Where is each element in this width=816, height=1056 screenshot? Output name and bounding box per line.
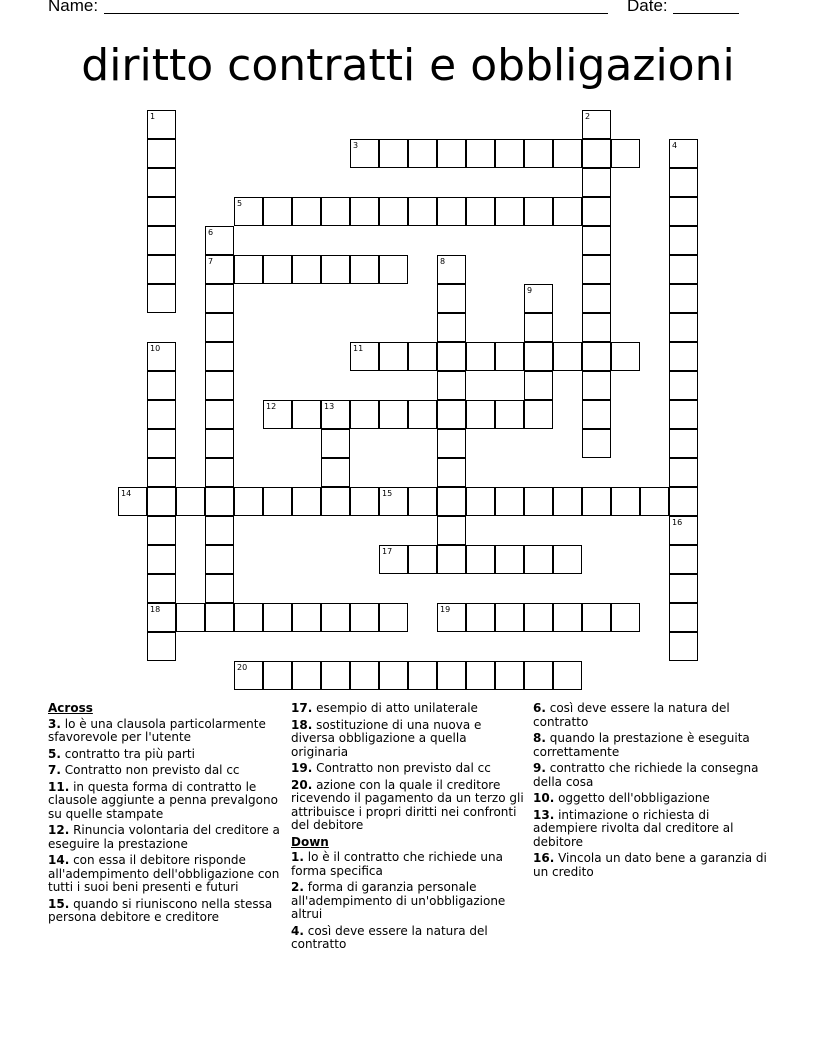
grid-cell[interactable] (582, 487, 611, 516)
grid-cell[interactable] (524, 197, 553, 226)
clue-item (533, 852, 769, 879)
grid-cell[interactable] (611, 139, 640, 168)
grid-cell[interactable] (466, 661, 495, 690)
grid-cell[interactable] (437, 284, 466, 313)
grid-cell[interactable] (263, 487, 292, 516)
clue-number: 4 (672, 141, 678, 150)
across-heading: Across (48, 701, 93, 715)
clue-item-number: 8. (533, 731, 546, 745)
grid-cell[interactable] (582, 371, 611, 400)
grid-cell[interactable] (147, 400, 176, 429)
grid-cell[interactable] (408, 139, 437, 168)
grid-cell[interactable] (437, 371, 466, 400)
clue-item-text: in questa forma di contratto le clausole aggiunte a penna prevalgono su quelle stampate (48, 779, 278, 821)
clue-number: 19 (440, 605, 451, 614)
grid-cell[interactable] (669, 139, 698, 168)
grid-cell[interactable] (147, 197, 176, 226)
clue-item-text: contratto che richiede la consegna della cosa (533, 761, 759, 789)
grid-cell[interactable] (466, 487, 495, 516)
clue-item (48, 898, 284, 925)
grid-cell[interactable] (553, 545, 582, 574)
clue-item (533, 702, 769, 729)
grid-cell[interactable] (205, 400, 234, 429)
grid-cell[interactable] (350, 255, 379, 284)
grid-cell[interactable] (176, 603, 205, 632)
grid-cell[interactable] (495, 661, 524, 690)
grid-cell[interactable] (495, 139, 524, 168)
grid-cell[interactable] (408, 487, 437, 516)
clue-number: 2 (585, 112, 591, 121)
clue-item (533, 792, 769, 806)
grid-cell[interactable] (437, 661, 466, 690)
down-heading: Down (291, 834, 329, 849)
clue-item (291, 762, 527, 776)
clue-item (291, 851, 527, 878)
grid-cell[interactable] (292, 197, 321, 226)
grid-cell[interactable] (553, 139, 582, 168)
grid-cell[interactable] (147, 139, 176, 168)
clue-item-text: azione con la quale il creditore ricevendo il pagamento da un terzo gli attribuisce i propri diritti nei confronti del debitore (291, 777, 524, 832)
grid-cell[interactable] (437, 458, 466, 487)
clue-number: 1 (150, 112, 156, 121)
grid-cell[interactable] (582, 400, 611, 429)
grid-cell[interactable] (234, 661, 263, 690)
clue-number: 12 (266, 402, 277, 411)
page-title: diritto contratti e obbligazioni (81, 40, 735, 91)
grid-cell[interactable] (611, 487, 640, 516)
clue-number: 9 (527, 286, 533, 295)
clue-item (48, 764, 284, 778)
grid-cell[interactable] (466, 139, 495, 168)
grid-cell[interactable] (669, 197, 698, 226)
clue-item-text: esempio di atto unilaterale (312, 701, 478, 715)
grid-cell[interactable] (495, 603, 524, 632)
clue-item-text: così deve essere la natura del contratto (291, 923, 488, 951)
clue-item-text: quando la prestazione è eseguita correttamente (533, 731, 750, 759)
grid-cell[interactable] (524, 284, 553, 313)
clue-item-text: Contratto non previsto dal cc (312, 761, 491, 775)
clue-number: 11 (353, 344, 364, 353)
clue-number: 15 (382, 489, 393, 498)
grid-cell[interactable] (437, 516, 466, 545)
down-clue-list (291, 851, 527, 952)
clue-item-number: 2. (291, 880, 304, 894)
grid-cell[interactable] (524, 545, 553, 574)
clue-item-number: 6. (533, 701, 546, 715)
grid-cell[interactable] (350, 400, 379, 429)
grid-cell[interactable] (669, 371, 698, 400)
clue-item-number: 20. (291, 777, 313, 792)
grid-cell[interactable] (263, 255, 292, 284)
grid-cell[interactable] (582, 255, 611, 284)
grid-cell[interactable] (205, 313, 234, 342)
grid-cell[interactable] (263, 197, 292, 226)
grid-cell[interactable] (437, 603, 466, 632)
clues-column-2 (291, 702, 527, 955)
grid-cell[interactable] (292, 255, 321, 284)
grid-cell[interactable] (379, 487, 408, 516)
grid-cell[interactable] (147, 487, 176, 516)
grid-cell[interactable] (118, 487, 147, 516)
clue-item-number: 11. (48, 779, 70, 794)
clue-item-text: così deve essere la natura del contratto (533, 701, 730, 729)
clue-number: 6 (208, 228, 214, 237)
clue-item (291, 925, 527, 952)
clue-item-number: 5. (48, 746, 61, 761)
grid-cell[interactable] (321, 400, 350, 429)
clue-number: 18 (150, 605, 161, 614)
clue-item-number: 10. (533, 791, 555, 805)
grid-cell[interactable] (205, 284, 234, 313)
clue-item (48, 824, 284, 851)
grid-cell[interactable] (379, 197, 408, 226)
grid-cell[interactable] (466, 400, 495, 429)
clue-item-number: 9. (533, 761, 546, 775)
clue-item-number: 18. (291, 717, 313, 732)
grid-cell[interactable] (437, 197, 466, 226)
clue-number: 3 (353, 141, 359, 150)
grid-cell[interactable] (205, 429, 234, 458)
grid-cell[interactable] (321, 487, 350, 516)
grid-cell[interactable] (205, 516, 234, 545)
grid-cell[interactable] (321, 661, 350, 690)
clue-item-text: con essa il debitore risponde all'adempimento dell'obbligazione con tutti i suoi beni presenti e futuri (48, 853, 280, 894)
grid-cell[interactable] (408, 342, 437, 371)
grid-cell[interactable] (553, 603, 582, 632)
clue-number: 17 (382, 547, 393, 556)
grid-cell[interactable] (553, 661, 582, 690)
clue-item (291, 779, 527, 833)
clue-number: 14 (121, 489, 132, 498)
grid-cell[interactable] (350, 139, 379, 168)
grid-cell[interactable] (495, 197, 524, 226)
clue-number: 16 (672, 518, 683, 527)
date-label: Date: (627, 0, 668, 15)
grid-cell[interactable] (669, 255, 698, 284)
grid-cell[interactable] (350, 487, 379, 516)
grid-cell[interactable] (147, 632, 176, 661)
grid-cell[interactable] (321, 255, 350, 284)
clue-item-number: 19. (291, 761, 313, 775)
grid-cell[interactable] (466, 197, 495, 226)
grid-cell[interactable] (147, 226, 176, 255)
clue-item-number: 16. (533, 851, 555, 865)
grid-cell[interactable] (437, 313, 466, 342)
grid-cell[interactable] (205, 458, 234, 487)
clue-number: 5 (237, 199, 243, 208)
clue-item-text: oggetto dell'obbligazione (554, 791, 710, 805)
grid-cell[interactable] (350, 661, 379, 690)
clue-item (48, 854, 284, 895)
grid-cell[interactable] (147, 574, 176, 603)
grid-cell[interactable] (147, 516, 176, 545)
clue-number: 8 (440, 257, 446, 266)
clues-column-3 (533, 702, 769, 882)
grid-cell[interactable] (437, 139, 466, 168)
grid-cell[interactable] (437, 545, 466, 574)
grid-cell[interactable] (205, 545, 234, 574)
grid-cell[interactable] (379, 342, 408, 371)
clue-item (48, 718, 284, 745)
grid-cell[interactable] (263, 603, 292, 632)
grid-cell[interactable] (669, 429, 698, 458)
grid-cell[interactable] (350, 342, 379, 371)
clue-item (48, 748, 284, 762)
clue-item-text: sostituzione di una nuova e diversa obbligazione a quella originaria (291, 717, 482, 759)
clue-item (533, 809, 769, 850)
grid-cell[interactable] (205, 255, 234, 284)
grid-cell[interactable] (350, 197, 379, 226)
across-clue-list (48, 718, 284, 925)
grid-cell[interactable] (379, 400, 408, 429)
grid-cell[interactable] (234, 603, 263, 632)
name-label: Name: (48, 0, 99, 15)
grid-cell[interactable] (669, 313, 698, 342)
grid-cell[interactable] (147, 110, 176, 139)
grid-cell[interactable] (669, 516, 698, 545)
grid-cell[interactable] (147, 168, 176, 197)
grid-cell[interactable] (582, 139, 611, 168)
grid-cell[interactable] (147, 284, 176, 313)
grid-cell[interactable] (292, 661, 321, 690)
grid-cell[interactable] (147, 371, 176, 400)
grid-cell[interactable] (147, 342, 176, 371)
grid-cell[interactable] (408, 400, 437, 429)
grid-cell[interactable] (524, 139, 553, 168)
grid-cell[interactable] (524, 371, 553, 400)
grid-cell[interactable] (495, 400, 524, 429)
grid-cell[interactable] (234, 197, 263, 226)
clue-item-text: intimazione o richiesta di adempiere rivolta dal creditore al debitore (533, 807, 734, 849)
grid-cell[interactable] (292, 400, 321, 429)
grid-cell[interactable] (669, 574, 698, 603)
clue-item-number: 1. (291, 850, 304, 864)
clue-item-text: Vincola un dato bene a garanzia di un credito (533, 851, 767, 879)
clue-item-text: Rinuncia volontaria del creditore a eseguire la prestazione (48, 823, 280, 851)
clue-item-number: 12. (48, 823, 70, 837)
grid-cell[interactable] (669, 603, 698, 632)
grid-cell[interactable] (495, 342, 524, 371)
grid-cell[interactable] (321, 429, 350, 458)
grid-cell[interactable] (669, 400, 698, 429)
grid-cell[interactable] (292, 487, 321, 516)
clue-number: 13 (324, 402, 335, 411)
grid-cell[interactable] (437, 342, 466, 371)
clue-item-text: Contratto non previsto dal cc (60, 763, 240, 777)
grid-cell[interactable] (205, 371, 234, 400)
clue-item (291, 702, 527, 716)
clue-item-number: 4. (291, 923, 304, 938)
clue-item (291, 881, 527, 922)
grid-cell[interactable] (379, 255, 408, 284)
grid-cell[interactable] (147, 429, 176, 458)
grid-cell[interactable] (263, 400, 292, 429)
grid-cell[interactable] (524, 342, 553, 371)
grid-cell[interactable] (669, 487, 698, 516)
grid-cell[interactable] (437, 429, 466, 458)
grid-cell[interactable] (408, 197, 437, 226)
grid-cell[interactable] (350, 603, 379, 632)
grid-cell[interactable] (669, 458, 698, 487)
clue-item (533, 762, 769, 789)
grid-cell[interactable] (553, 487, 582, 516)
clue-number: 10 (150, 344, 161, 353)
across-clue-list-continued (291, 702, 527, 833)
grid-cell[interactable] (640, 487, 669, 516)
grid-cell[interactable] (582, 226, 611, 255)
grid-cell[interactable] (553, 342, 582, 371)
clues-column-1 (48, 702, 284, 928)
clue-item (533, 732, 769, 759)
clue-number: 7 (208, 257, 214, 266)
clue-item-text: quando si riuniscono nella stessa persona debitore e creditore (48, 896, 273, 924)
grid-cell[interactable] (524, 400, 553, 429)
clue-item-number: 14. (48, 853, 70, 867)
grid-cell[interactable] (495, 487, 524, 516)
grid-cell[interactable] (466, 342, 495, 371)
grid-cell[interactable] (379, 139, 408, 168)
clue-item (48, 781, 284, 822)
clue-item-text: lo è il contratto che richiede una forma specifica (291, 850, 503, 878)
grid-cell[interactable] (379, 603, 408, 632)
grid-cell[interactable] (669, 342, 698, 371)
grid-cell[interactable] (611, 342, 640, 371)
down-clue-list-continued (533, 702, 769, 879)
grid-cell[interactable] (437, 400, 466, 429)
grid-cell[interactable] (582, 284, 611, 313)
grid-cell[interactable] (495, 545, 524, 574)
grid-cell[interactable] (205, 487, 234, 516)
grid-cell[interactable] (205, 574, 234, 603)
grid-cell[interactable] (466, 545, 495, 574)
clue-item-number: 7. (48, 763, 61, 777)
grid-cell[interactable] (205, 603, 234, 632)
grid-cell[interactable] (263, 661, 292, 690)
grid-cell[interactable] (669, 168, 698, 197)
clue-item-text: forma di garanzia personale all'adempimento di un'obbligazione altrui (291, 880, 506, 921)
grid-cell[interactable] (234, 255, 263, 284)
grid-cell[interactable] (466, 603, 495, 632)
grid-cell[interactable] (379, 545, 408, 574)
grid-cell[interactable] (205, 226, 234, 255)
grid-cell[interactable] (379, 661, 408, 690)
grid-cell[interactable] (176, 487, 205, 516)
grid-cell[interactable] (147, 255, 176, 284)
grid-cell[interactable] (321, 197, 350, 226)
grid-cell[interactable] (611, 603, 640, 632)
grid-cell[interactable] (582, 313, 611, 342)
clue-item-number: 17. (291, 701, 313, 715)
clue-item-number: 13. (533, 807, 555, 822)
grid-cell[interactable] (437, 487, 466, 516)
grid-cell[interactable] (582, 197, 611, 226)
grid-cell[interactable] (408, 545, 437, 574)
grid-cell[interactable] (582, 342, 611, 371)
grid-cell[interactable] (582, 110, 611, 139)
grid-cell[interactable] (321, 458, 350, 487)
grid-cell[interactable] (292, 603, 321, 632)
grid-cell[interactable] (321, 603, 350, 632)
grid-cell[interactable] (582, 603, 611, 632)
grid-cell[interactable] (524, 487, 553, 516)
clue-item-number: 3. (48, 716, 61, 731)
grid-cell[interactable] (669, 545, 698, 574)
clue-item-text: contratto tra più parti (60, 746, 195, 761)
grid-cell[interactable] (669, 226, 698, 255)
grid-cell[interactable] (524, 603, 553, 632)
grid-cell[interactable] (524, 661, 553, 690)
clue-number: 20 (237, 663, 248, 672)
grid-cell[interactable] (234, 487, 263, 516)
grid-cell[interactable] (147, 458, 176, 487)
grid-cell[interactable] (582, 429, 611, 458)
clue-item-number: 15. (48, 896, 70, 911)
grid-cell[interactable] (524, 313, 553, 342)
grid-cell[interactable] (553, 197, 582, 226)
grid-cell[interactable] (669, 632, 698, 661)
clue-item-text: lo è una clausola particolarmente sfavorevole per l'utente (48, 716, 266, 744)
grid-cell[interactable] (147, 545, 176, 574)
grid-cell[interactable] (408, 661, 437, 690)
grid-cell[interactable] (205, 342, 234, 371)
grid-cell[interactable] (147, 603, 176, 632)
grid-cell[interactable] (437, 255, 466, 284)
clue-item (291, 719, 527, 760)
grid-cell[interactable] (669, 284, 698, 313)
grid-cell[interactable] (582, 168, 611, 197)
